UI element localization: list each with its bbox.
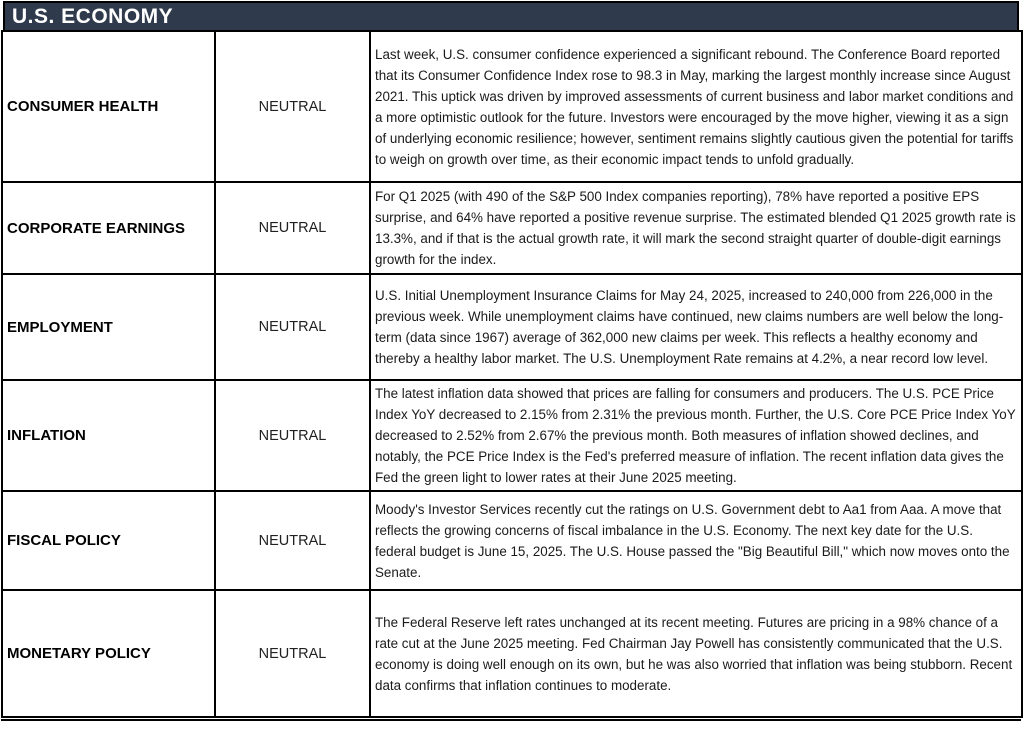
table-row-consumer-health [2,31,1022,182]
category-cell: MONETARY POLICY [2,590,215,717]
status-cell: NEUTRAL [215,31,370,182]
economy-table [1,30,1023,718]
status-cell: NEUTRAL [215,491,370,590]
category-cell: CORPORATE EARNINGS [2,182,215,274]
description-cell: For Q1 2025 (with 490 of the S&P 500 Index companies reporting), 78% have reported a positive EPS surprise, and 64% have reported a positive revenue surprise. The estimated blended Q1 2025 growth rate is 13.3%, and if that is the actual growth rate, it will mark the second straight quarter of double-digit earnings growth for the index. [370,182,1022,274]
table-row-monetary-policy [2,590,1022,717]
category-cell: INFLATION [2,380,215,491]
table-row-employment [2,274,1022,380]
table-row-corporate-earnings [2,182,1022,274]
table-row-fiscal-policy [2,491,1022,590]
category-cell: CONSUMER HEALTH [2,31,215,182]
description-cell: U.S. Initial Unemployment Insurance Claims for May 24, 2025, increased to 240,000 from 226,000 in the previous week. While unemployment claims have continued, new claims numbers are well below the long-term (data since 1967) average of 362,000 new claims per week. This reflects a healthy economy and thereby a healthy labor market. The U.S. Unemployment Rate remains at 4.2%, a near record low level. [370,274,1022,380]
table-row-inflation [2,380,1022,491]
category-cell: FISCAL POLICY [2,491,215,590]
description-cell: The Federal Reserve left rates unchanged at its recent meeting. Futures are pricing in a 98% chance of a rate cut at the June 2025 meeting. Fed Chairman Jay Powell has consistently communicated that the U.S. economy is doing well enough on its own, but he was also worried that inflation was being stubborn. Recent data confirms that inflation continues to moderate. [370,590,1022,717]
description-cell: Last week, U.S. consumer confidence experienced a significant rebound. The Conference Board reported that its Consumer Confidence Index rose to 98.3 in May, marking the largest monthly increase since August 2021. This uptick was driven by improved assessments of current business and labor market conditions and a more optimistic outlook for the future. Investors were encouraged by the move higher, viewing it as a sign of underlying economic resilience; however, sentiment remains slightly cautious given the potential for tariffs to weigh on growth over time, as their economic impact tends to unfold gradually. [370,31,1022,182]
status-cell: NEUTRAL [215,590,370,717]
category-cell: EMPLOYMENT [2,274,215,380]
status-cell: NEUTRAL [215,274,370,380]
table-bottom-rule [1,719,1021,721]
status-cell: NEUTRAL [215,182,370,274]
status-cell: NEUTRAL [215,380,370,491]
description-cell: The latest inflation data showed that prices are falling for consumers and producers. The U.S. PCE Price Index YoY decreased to 2.15% from 2.31% the previous month. Further, the U.S. Core PCE Price Index YoY decreased to 2.52% from 2.67% the previous month. Both measures of inflation showed declines, and notably, the PCE Price Index is the Fed's preferred measure of inflation. The recent inflation data gives the Fed the green light to lower rates at their June 2025 meeting. [370,380,1022,491]
section-header [3,1,1019,30]
section-title: U.S. ECONOMY [12,4,174,28]
description-cell: Moody's Investor Services recently cut the ratings on U.S. Government debt to Aa1 from Aaa. A move that reflects the growing concerns of fiscal imbalance in the U.S. Economy. The next key date for the U.S. federal budget is June 15, 2025. The U.S. House passed the "Big Beautiful Bill," which now moves onto the Senate. [370,491,1022,590]
